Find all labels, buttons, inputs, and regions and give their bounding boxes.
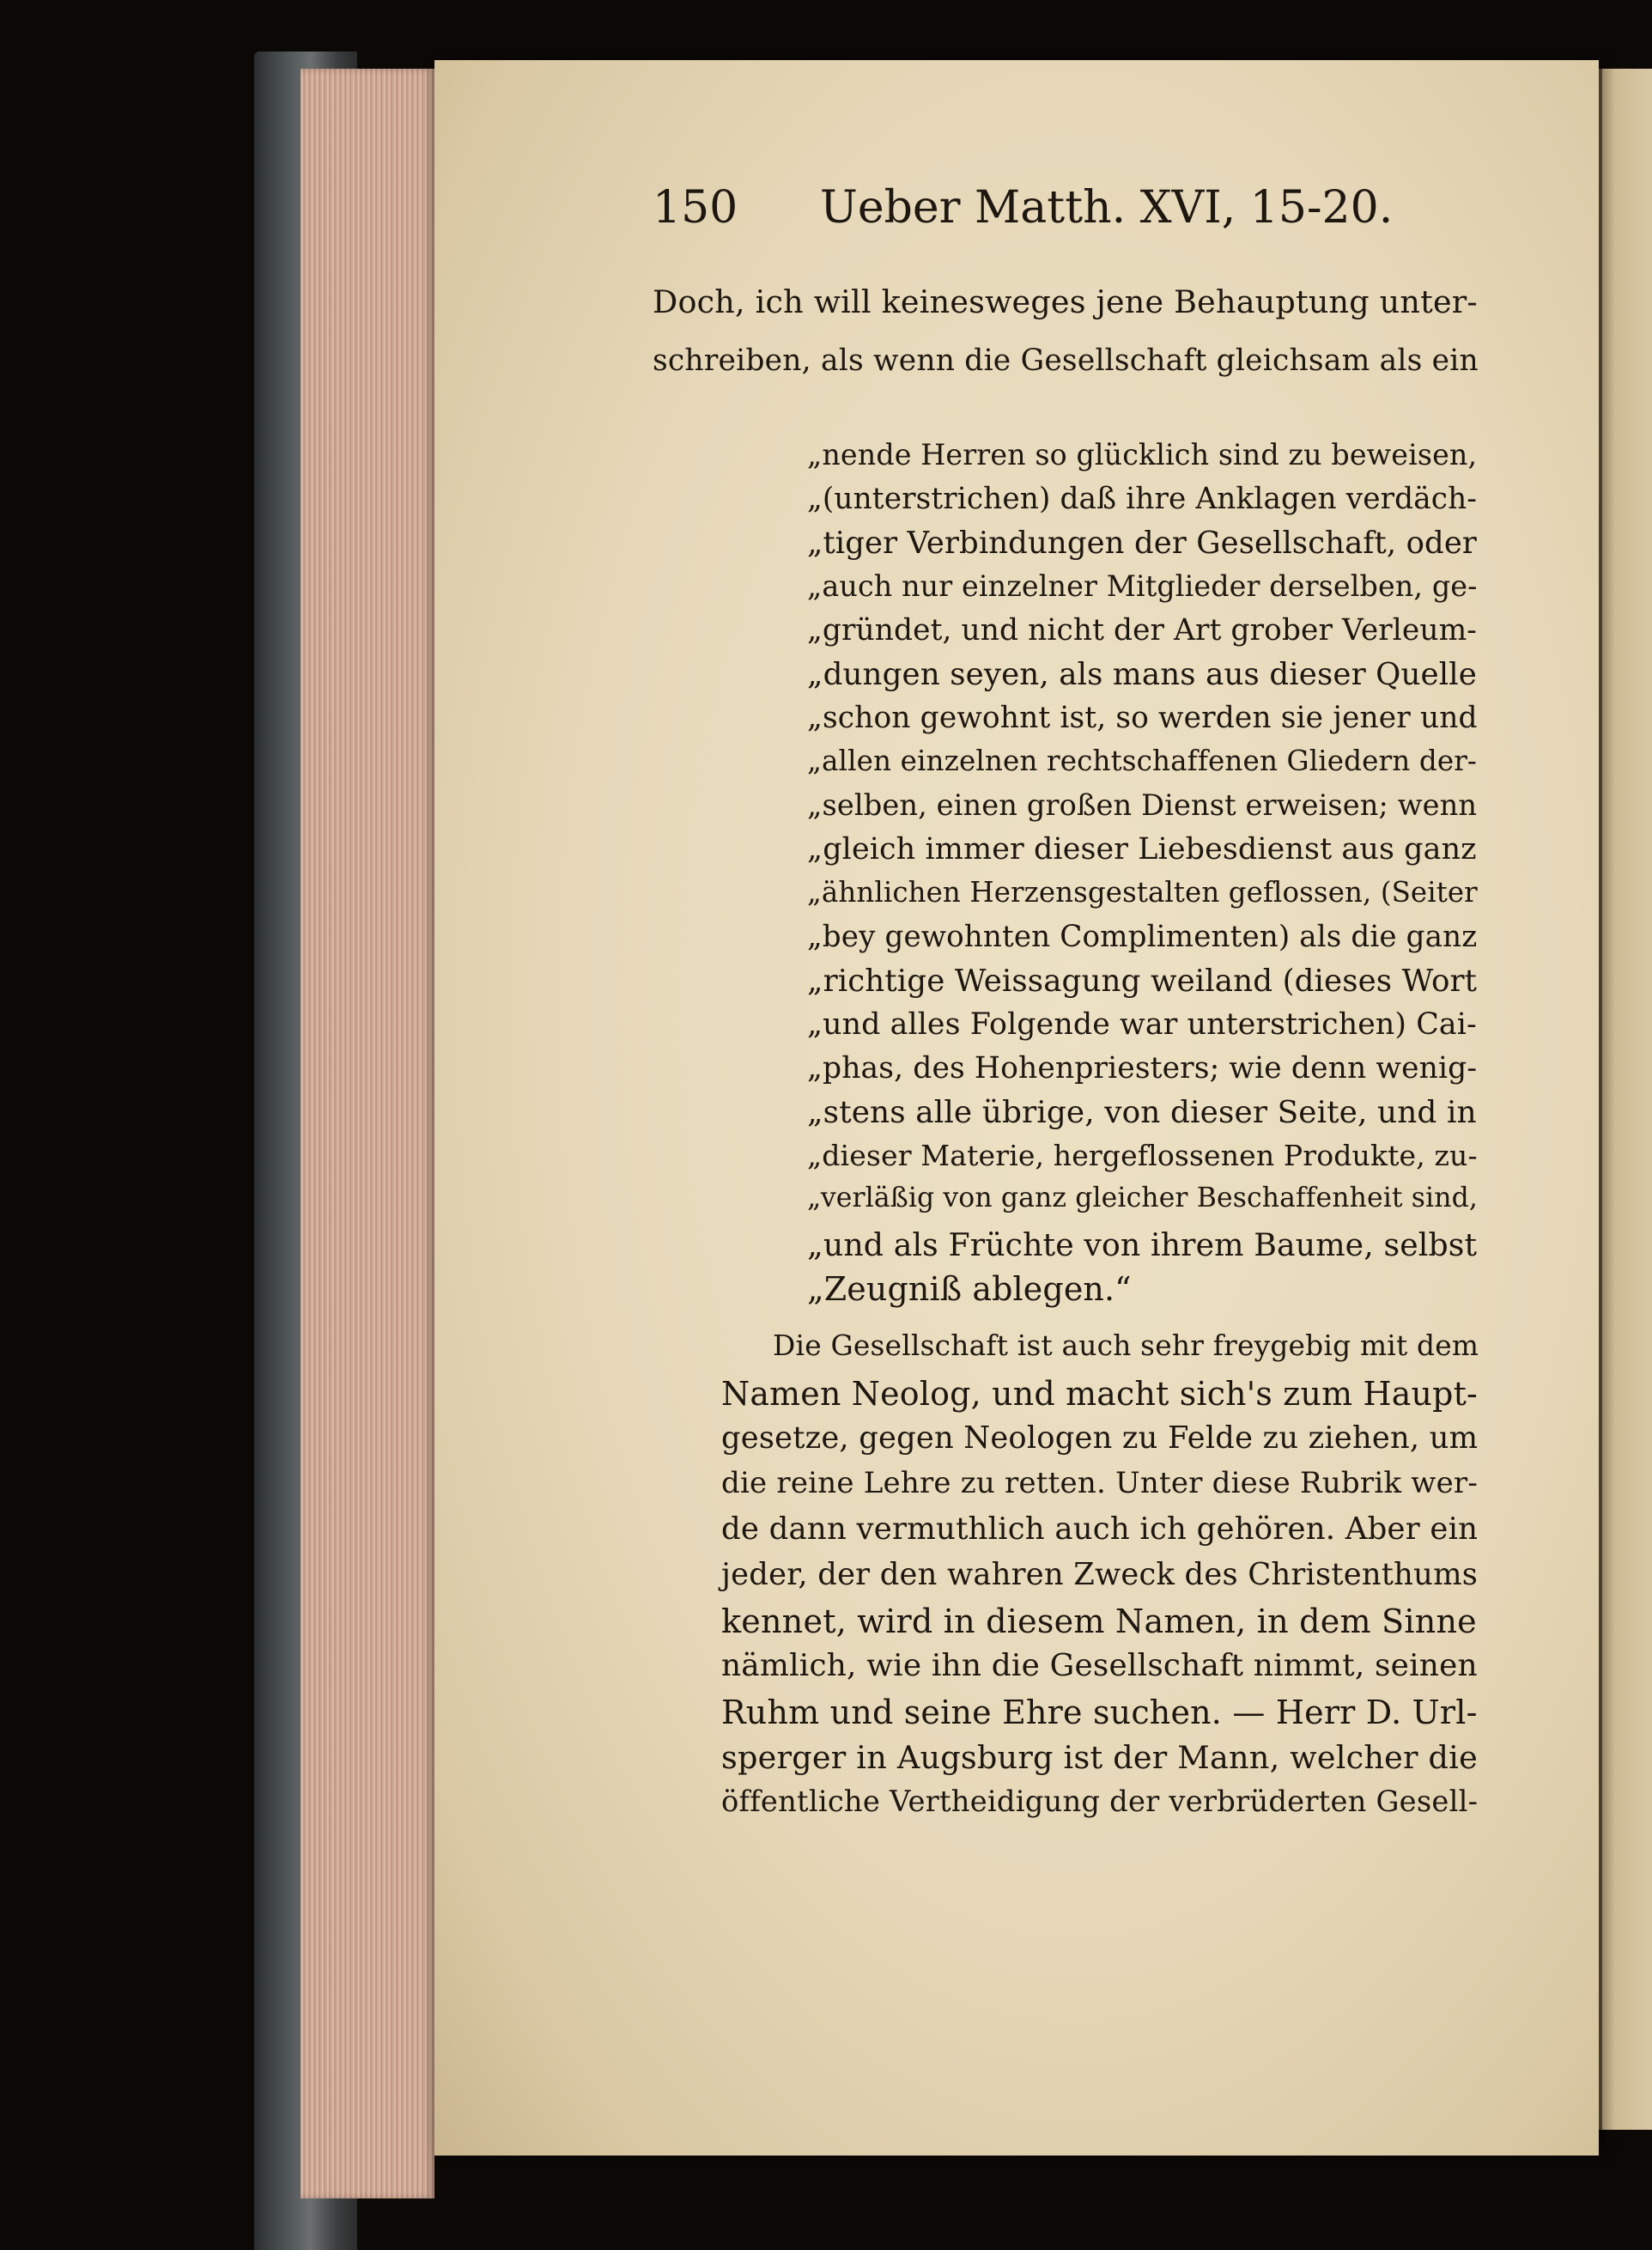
quote-line: „dieser Materie, hergeflossenen Produkte, zu-: [807, 1139, 1478, 1172]
text-line: schreiben, als wenn die Gesellschaft gleichsam als ein: [653, 344, 1479, 378]
text-line: Ruhm und seine Ehre suchen. — Herr D. Url-: [721, 1694, 1478, 1731]
page-edges: [301, 69, 434, 2198]
quote-line: „(unterstrichen) daß ihre Anklagen verdäch-: [807, 482, 1478, 516]
page-number: 150: [653, 182, 738, 234]
quote-line: „allen einzelnen rechtschaffenen Gliedern der-: [807, 745, 1478, 777]
text-line: Doch, ich will keinesweges jene Behauptung unter-: [653, 283, 1478, 320]
text-line: Namen Neolog, und macht sich's zum Haupt-: [721, 1375, 1479, 1413]
running-title: Ueber Matth. XVI, 15-20.: [820, 182, 1394, 234]
quote-line: „dungen seyen, als mans aus dieser Quelle: [807, 657, 1477, 692]
text-line: öffentliche Vertheidigung der verbrüderten Gesell-: [721, 1785, 1479, 1818]
quote-line: „ähnlichen Herzensgestalten geflossen, (Seiter: [807, 876, 1478, 909]
quote-line: „Zeugniß ablegen.“: [807, 1270, 1132, 1308]
quote-line: „phas, des Hohenpriesters; wie denn wenig-: [807, 1051, 1478, 1085]
text-line: nämlich, wie ihn die Gesellschaft nimmt, seinen: [721, 1648, 1478, 1683]
gutter-shadow: [1599, 69, 1602, 2130]
quote-line: „bey gewohnten Complimenten) als die ganz: [807, 920, 1478, 954]
quote-line: „tiger Verbindungen der Gesellschaft, oder: [807, 526, 1477, 561]
text-line: kennet, wird in diesem Namen, in dem Sinne: [721, 1602, 1477, 1640]
quote-line: „und alles Folgende war unterstrichen) Cai-: [807, 1007, 1477, 1042]
quote-line: „stens alle übrige, von dieser Seite, und in: [807, 1095, 1477, 1130]
quote-line: „verläßig von ganz gleicher Beschaffenheit sind,: [807, 1183, 1478, 1213]
quote-line: „richtige Weissagung weiland (dieses Wort: [807, 964, 1478, 999]
quote-line: „gründet, und nicht der Art grober Verleum-: [807, 613, 1477, 648]
text-line: die reine Lehre zu retten. Unter diese Rubrik wer-: [721, 1466, 1479, 1500]
text-line: jeder, der den wahren Zweck des Christenthums: [721, 1557, 1479, 1592]
text-line: sperger in Augsburg ist der Mann, welcher die: [721, 1739, 1478, 1776]
text-line: Die Gesellschaft ist auch sehr freygebig mit dem: [773, 1329, 1479, 1362]
quote-line: „selben, einen großen Dienst erweisen; wenn: [807, 788, 1478, 822]
quote-line: „nende Herren so glücklich sind zu beweisen,: [807, 438, 1478, 471]
text-line: de dann vermuthlich auch ich gehören. Aber ein: [721, 1511, 1479, 1547]
facing-page-sliver: [1599, 69, 1652, 2130]
quote-line: „und als Früchte von ihrem Baume, selbst: [807, 1226, 1478, 1263]
quote-line: „gleich immer dieser Liebesdienst aus ganz: [807, 832, 1477, 867]
text-line: gesetze, gegen Neologen zu Felde zu ziehen, um: [721, 1420, 1479, 1456]
quote-line: „schon gewohnt ist, so werden sie jener und: [807, 701, 1478, 735]
quote-line: „auch nur einzelner Mitglieder derselben, ge-: [807, 569, 1478, 603]
